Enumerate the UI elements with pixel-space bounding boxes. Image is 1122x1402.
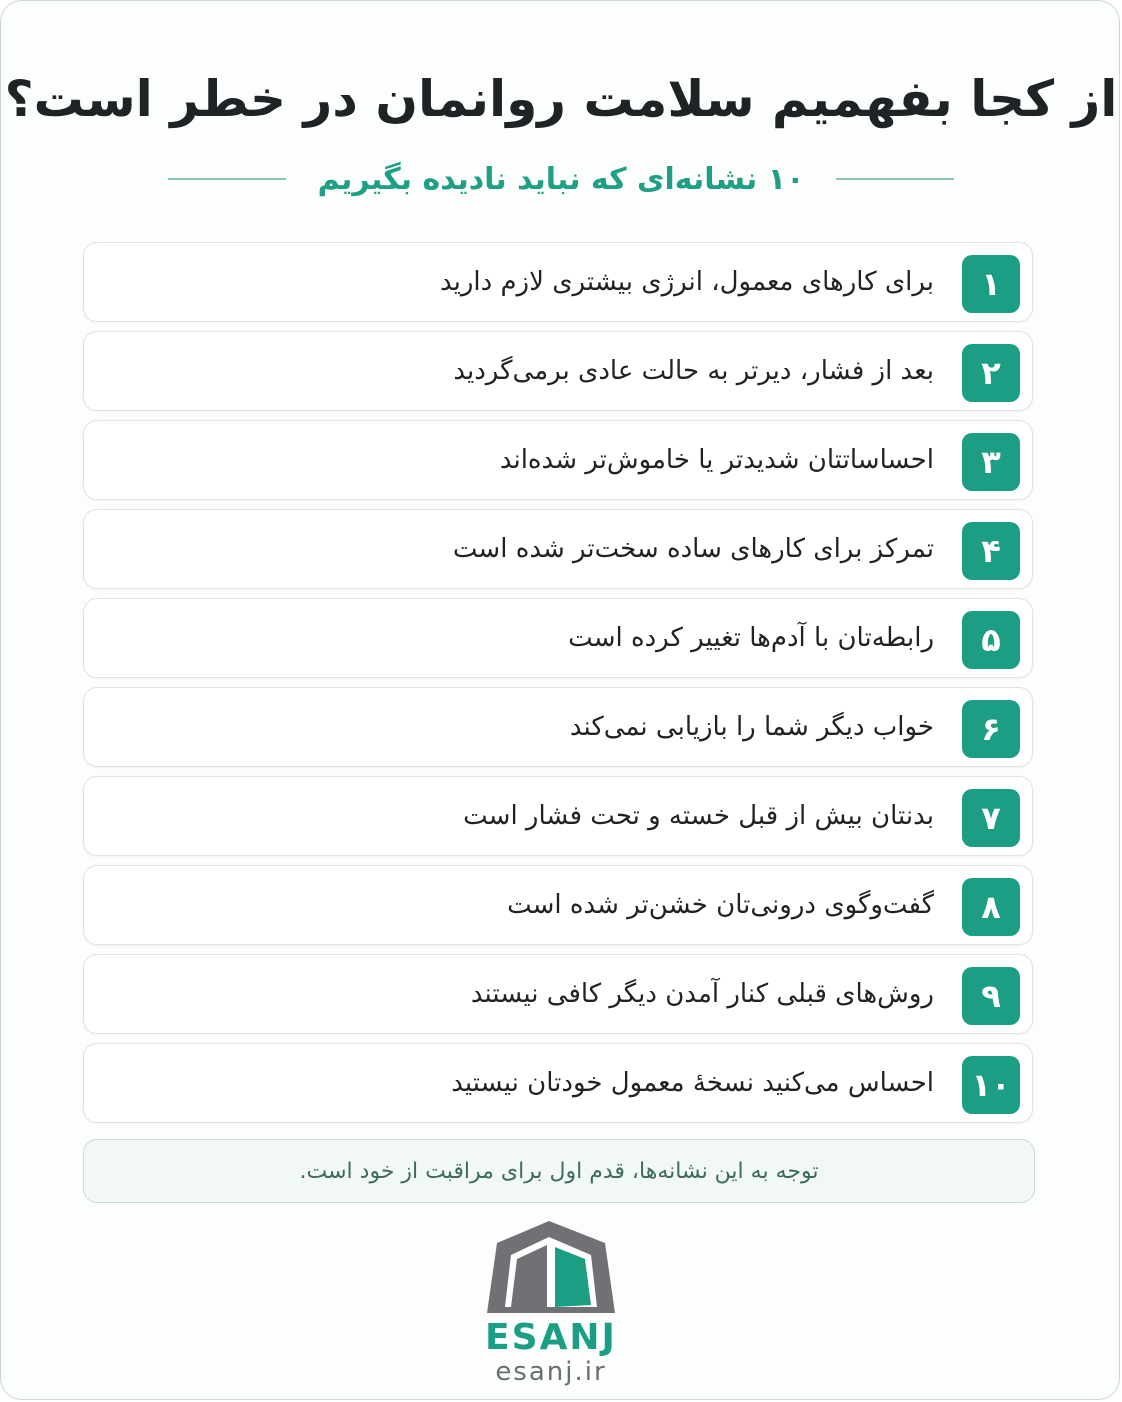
item-number-badge: ۲ (962, 344, 1020, 402)
item-number-badge: ۳ (962, 433, 1020, 491)
brand-domain-link[interactable]: esanj.ir (495, 1357, 607, 1387)
list-item (83, 1043, 1033, 1123)
item-text: خواب دیگر شما را بازیابی نمی‌کند (569, 712, 934, 742)
item-text: روش‌های قبلی کنار آمدن دیگر کافی نیستند (470, 979, 934, 1009)
item-text: احساس می‌کنید نسخهٔ معمول خودتان نیستید (451, 1068, 934, 1098)
item-number-badge: ۹ (962, 967, 1020, 1025)
signs-list (83, 242, 1033, 1132)
subtitle-row (1, 151, 1121, 207)
item-text: بعد از فشار، دیرتر به حالت عادی برمی‌گردید (453, 356, 934, 386)
item-text: تمرکز برای کارهای ساده سخت‌تر شده است (452, 534, 934, 564)
item-number-badge: ۴ (962, 522, 1020, 580)
list-item (83, 776, 1033, 856)
subtitle-divider-left (168, 178, 286, 180)
list-item (83, 954, 1033, 1034)
item-text: احساساتتان شدیدتر یا خاموش‌تر شده‌اند (499, 445, 934, 475)
item-number-badge: ۶ (962, 700, 1020, 758)
item-number-badge: ۱ (962, 255, 1020, 313)
brand-name: ESANJ (485, 1317, 617, 1358)
item-number-badge: ۷ (962, 789, 1020, 847)
item-text: گفت‌وگوی درونی‌تان خشن‌تر شده است (507, 890, 934, 920)
list-item (83, 242, 1033, 322)
list-item (83, 331, 1033, 411)
list-item (83, 598, 1033, 678)
subtitle-divider-right (836, 178, 954, 180)
list-item (83, 420, 1033, 500)
item-number-badge: ۵ (962, 611, 1020, 669)
list-item (83, 687, 1033, 767)
item-number-badge: ۸ (962, 878, 1020, 936)
list-item (83, 865, 1033, 945)
item-text: برای کارهای معمول، انرژی بیشتری لازم دارید (439, 267, 934, 297)
subtitle: ۱۰ نشانه‌ای که نباید نادیده بگیریم (317, 161, 805, 197)
item-text: بدنتان بیش از قبل خسته و تحت فشار است (463, 801, 934, 831)
page-title: از کجا بفهمیم سلامت روانمان در خطر است؟ (4, 70, 1118, 128)
item-number-badge: ۱۰ (962, 1056, 1020, 1114)
footer-note: توجه به این نشانه‌ها، قدم اول برای مراقبت از خود است. (83, 1139, 1035, 1203)
list-item (83, 509, 1033, 589)
item-text: رابطه‌تان با آدم‌ها تغییر کرده است (568, 623, 934, 653)
